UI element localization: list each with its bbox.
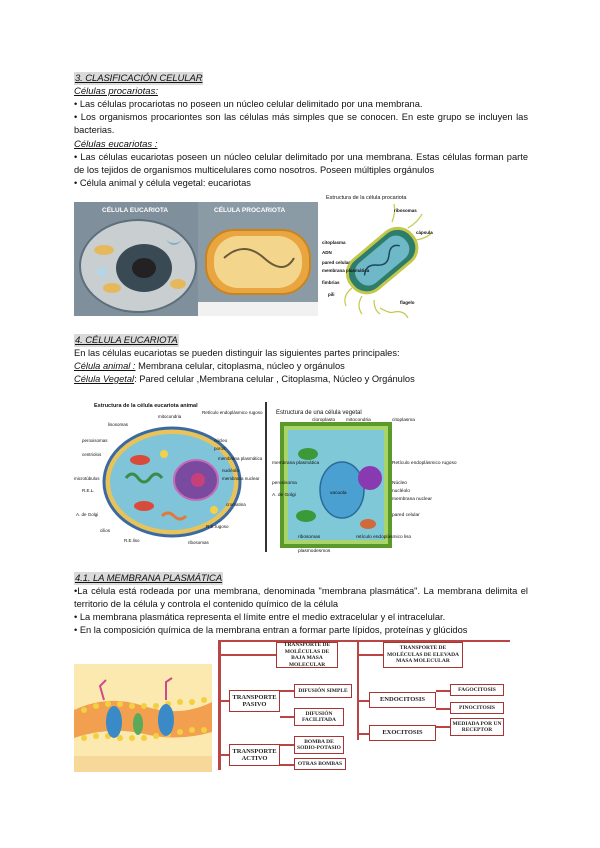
eucariota-intro: En las células eucariotas se pueden distinguir las siguientes partes principales: xyxy=(74,348,400,358)
vegetal-label-13: retículo endoplásmico liso xyxy=(356,535,412,540)
animal-label-5: peroxisomas xyxy=(82,438,108,443)
membrana-paragraph-2: • La membrana plasmática representa el límite entre el medio extracelular y el intracelular. xyxy=(74,612,446,622)
vegetal-label-2: citoplasma xyxy=(392,418,415,423)
figure-procariota-estructura xyxy=(322,192,442,320)
box-endocitosis: ENDOCITOSIS xyxy=(369,692,436,708)
procariota-label-flagelo: flagelo xyxy=(400,300,415,305)
animal-label-11: R.E.L. xyxy=(82,488,95,493)
box-elevada-masa: TRANSPORTE DE MOLÉCULAS DE ELEVADA MASA MOLECULAR xyxy=(383,642,463,668)
diagram-line-2 xyxy=(221,700,229,702)
animal-label-17: ribosomas xyxy=(188,540,209,545)
procariota-title: Estructura de la célula procariota xyxy=(326,195,407,201)
vegetal-label-14: plasmodesmos xyxy=(298,549,331,554)
box-baja-masa: TRANSPORTE DE MOLÉCULAS DE BAJA MASA MOLECULAR xyxy=(276,642,338,668)
box-exocitosis: EXOCITOSIS xyxy=(369,725,436,741)
box-difusion-simple: DIFUSIÓN SIMPLE xyxy=(294,684,352,698)
vegetal-label-0: cloroplasto xyxy=(312,418,336,423)
celula-animal-line xyxy=(74,360,528,373)
figure-divider xyxy=(265,402,267,552)
vegetal-label-1: mitocondria xyxy=(346,418,371,423)
diagram-line-left xyxy=(218,640,221,770)
box-transporte-activo: TRANSPORTE ACTIVO xyxy=(229,744,280,766)
fig-label-procariota: CÉLULA PROCARIOTA xyxy=(214,207,286,214)
diagram-line-11 xyxy=(436,690,450,692)
vegetal-label-5: peroxisoma xyxy=(272,481,297,486)
vegetal-label-11: pared celular xyxy=(392,513,420,518)
animal-label-8: nucléolo xyxy=(222,468,239,473)
diagram-line-1 xyxy=(218,654,276,656)
vegetal-label-8: membrana nuclear xyxy=(392,497,432,502)
animal-label-3: núcleo xyxy=(214,438,228,443)
animal-label-16: R.E.liso xyxy=(124,538,140,543)
box-fagocitosis: FAGOCITOSIS xyxy=(450,684,504,696)
animal-label-2: lisosomas xyxy=(108,422,129,427)
vegetal-label-10: vacuola xyxy=(330,491,347,496)
animal-label-4: poros xyxy=(214,446,226,451)
membrana-paragraph-1: •La célula está rodeada por una membrana, denominada "membrana plasmática". La membrana delimita el territorio de la célula y controla el contenido químico de la célula xyxy=(74,586,528,609)
figure-eucariota-procariota xyxy=(74,202,318,316)
diagram-line-10 xyxy=(357,733,369,735)
animal-label-13: A. de Golgi xyxy=(76,512,99,517)
celula-vegetal-line xyxy=(74,373,528,386)
vegetal-label-12: ribosomas xyxy=(298,535,321,540)
diagram-line-13 xyxy=(436,726,450,728)
procariota-label-capsula: cápsula xyxy=(416,230,433,235)
vegetal-label-4: Retículo endoplásmico rugoso xyxy=(392,461,457,466)
procariota-label-citoplasma: citoplasma xyxy=(322,240,346,245)
animal-fig-title: Estructura de la célula eucariota animal xyxy=(94,403,198,409)
vegetal-label-6: Núcleo xyxy=(392,481,407,486)
procariota-label-ribosomas: ribosomas xyxy=(394,208,417,213)
vegetal-fig-title: Estructura de una célula vegetal xyxy=(276,410,362,416)
procariota-label-adn: ADN xyxy=(322,250,332,255)
section-title-membrana: 4.1. LA MEMBRANA PLASMÁTICA xyxy=(75,573,223,584)
animal-label-12: cromatina xyxy=(226,502,246,507)
figure-celula-animal xyxy=(74,398,264,550)
procariota-label-membrana: membrana plasmática xyxy=(322,268,370,273)
figure-celula-vegetal xyxy=(272,404,457,554)
membrana-paragraph-3: • En la composición química de la membrana entran a formar parte lípidos, proteínas y glúcidos xyxy=(74,625,468,635)
celula-animal-label: Célula animal : xyxy=(74,361,136,371)
diagram-line-4 xyxy=(280,690,294,692)
procariotas-paragraph-2: • Los organismos procariontes son las células más simples que se conocen. En este grupo se incluyen las bacterias. xyxy=(74,112,528,135)
diagram-line-12 xyxy=(436,708,450,710)
box-otras-bombas: OTRAS BOMBAS xyxy=(294,758,346,770)
procariotas-paragraph-1: • Las células procariotas no poseen un núcleo celular delimitado por una membrana. xyxy=(74,99,423,109)
procariota-label-pared: pared celular xyxy=(322,260,351,265)
eucariotas-heading: Células eucariotas : xyxy=(74,139,158,150)
celula-vegetal-text: : Pared celular ,Membrana celular , Citoplasma, Núcleo y Orgánulos xyxy=(134,374,415,384)
box-pinocitosis: PINOCITOSIS xyxy=(450,702,504,714)
diagram-line-8 xyxy=(357,654,383,656)
fig-label-eucariota: CÉLULA EUCARIOTA xyxy=(102,207,169,214)
animal-label-14: R.E.rugoso xyxy=(206,524,229,529)
animal-label-0: mitocondria xyxy=(158,414,182,419)
box-mediada-receptor: MEDIADA POR UN RECEPTOR xyxy=(450,718,504,736)
animal-label-7: centriolos xyxy=(82,452,102,457)
procariotas-heading: Células procariotas: xyxy=(74,86,158,97)
celula-animal-text: Membrana celular, citoplasma, núcleo y orgánulos xyxy=(135,361,345,371)
section-title-eucariota: 4. CÉLULA EUCARIOTA xyxy=(75,335,178,346)
diagram-line-5 xyxy=(280,716,294,718)
celula-vegetal-label: Célula Vegetal xyxy=(74,374,135,384)
diagram-line-3 xyxy=(221,754,229,756)
box-difusion-facilitada: DIFUSIÓN FACILITADA xyxy=(294,708,344,726)
eucariotas-paragraph-1: • Las células eucariotas poseen un núcleo celular delimitado por una membrana. Estas células forman parte de los tejidos de organismos multicelulares como nosotros. Poseen múltiples orgánulos xyxy=(74,152,528,175)
diagram-line-top xyxy=(218,640,510,642)
vegetal-label-9: A. de Golgi xyxy=(272,493,296,498)
vegetal-label-3: membrana plasmática xyxy=(272,461,320,466)
animal-label-1: Retículo endoplásmico rugoso xyxy=(202,410,263,415)
box-transporte-pasivo: TRANSPORTE PASIVO xyxy=(229,690,280,712)
vegetal-label-7: nucléolo xyxy=(392,489,410,494)
animal-label-10: microtúbulos xyxy=(74,476,100,481)
procariota-label-fimbrias: fimbrias xyxy=(322,280,340,285)
diagram-line-6 xyxy=(280,744,294,746)
animal-label-6: membrana plasmática xyxy=(218,456,263,461)
box-bomba-sodio-potasio: BOMBA DE SODIO-POTASIO xyxy=(294,736,344,754)
diagram-line-9 xyxy=(357,700,369,702)
figure-membrana-plasmatica xyxy=(74,664,212,772)
diagram-line-7 xyxy=(280,764,294,766)
section-title-clasificacion: 3. CLASIFICACIÓN CELULAR xyxy=(75,73,203,84)
animal-label-9: membrana nuclear xyxy=(222,476,260,481)
eucariotas-paragraph-2: • Célula animal y célula vegetal: eucariotas xyxy=(74,178,251,188)
procariota-label-pili: pili xyxy=(328,292,335,297)
animal-label-15: cilios xyxy=(100,528,111,533)
